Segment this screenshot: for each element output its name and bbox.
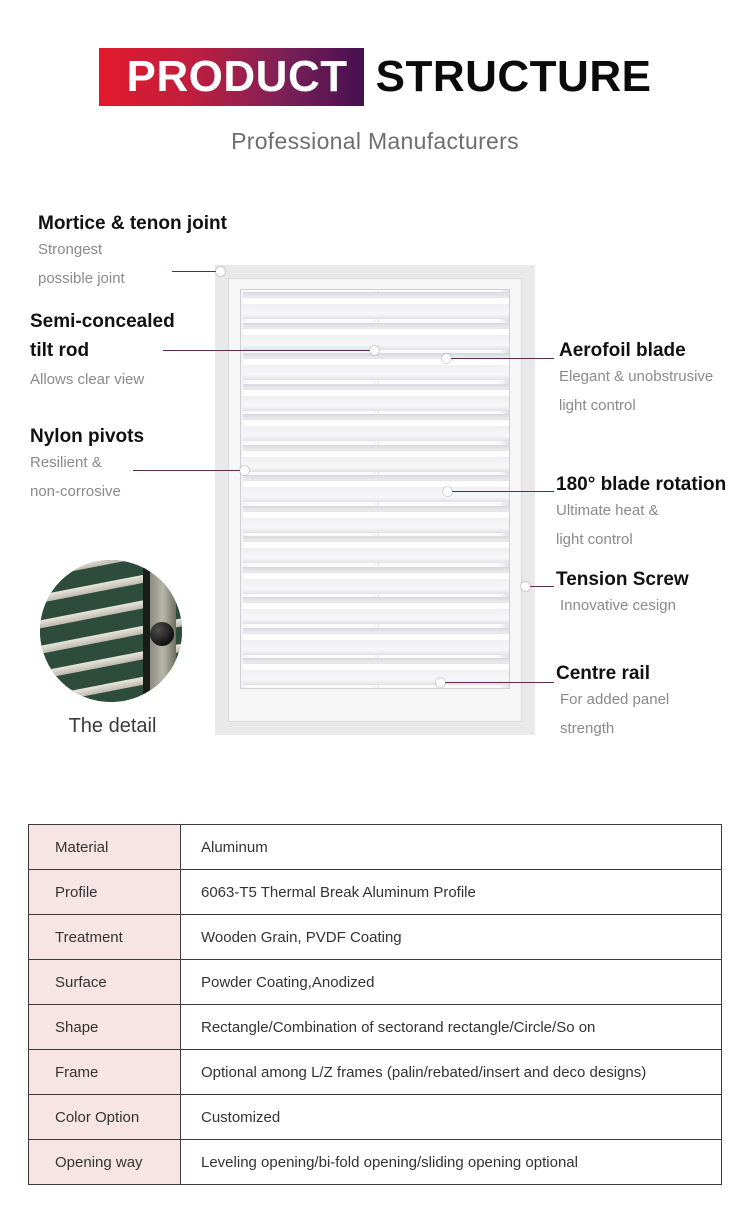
page-header — [0, 48, 750, 106]
leader-line-centre-rail — [441, 682, 554, 683]
spec-value-cell: Leveling opening/bi-fold opening/sliding opening optional — [181, 1140, 722, 1185]
table-row — [29, 825, 722, 870]
shutter-blade — [243, 633, 509, 655]
callout-tension-screw — [556, 569, 689, 620]
spec-value-cell: Rectangle/Combination of sectorand rectangle/Circle/So on — [181, 1005, 722, 1050]
spec-value-cell: Wooden Grain, PVDF Coating — [181, 915, 722, 960]
specification-table — [28, 824, 722, 1185]
leader-dot-centre-rail — [436, 678, 445, 687]
page-subtitle: Professional Manufacturers — [231, 128, 519, 154]
leader-dot-tension-screw — [521, 582, 530, 591]
spec-key-cell: Frame — [29, 1050, 181, 1095]
shutter-blade — [243, 389, 509, 411]
detail-photo-caption: The detail — [68, 715, 157, 737]
table-row — [29, 1140, 722, 1185]
callout-title: 180° blade rotation — [556, 474, 727, 495]
shutter-blade — [243, 541, 509, 563]
leader-line-tension-screw — [528, 586, 554, 587]
spec-key-cell: Surface — [29, 960, 181, 1005]
callout-title: Mortice & tenon joint — [38, 213, 227, 234]
table-row — [29, 960, 722, 1005]
detail-photo — [40, 560, 182, 702]
table-row — [29, 915, 722, 960]
spec-value-cell: Customized — [181, 1095, 722, 1140]
leader-line-rotation — [447, 491, 554, 492]
callout-sub-line2: light control — [559, 397, 636, 415]
table-row — [29, 870, 722, 915]
callout-mortice-tenon-joint — [38, 213, 227, 294]
shutter-blade — [243, 297, 509, 319]
callout-sub-line1: Innovative cesign — [560, 597, 676, 614]
leader-dot-nylon-pivots — [240, 466, 249, 475]
spec-value-cell: Optional among L/Z frames (palin/rebated/insert and deco designs) — [181, 1050, 722, 1095]
callout-blade-rotation — [556, 474, 726, 555]
callout-sub-line2: non-corrosive — [30, 483, 121, 501]
title-highlight-badge — [99, 48, 364, 106]
shutter-blade — [243, 572, 509, 594]
title-plain-wrap — [364, 48, 652, 106]
table-row — [29, 1095, 722, 1140]
detail-frame-edge — [143, 560, 150, 702]
spec-key-cell: Profile — [29, 870, 181, 915]
callout-sub-line2: possible joint — [38, 270, 125, 288]
callout-sub-line1: For added panel — [560, 691, 670, 708]
spec-key-cell: Opening way — [29, 1140, 181, 1185]
page-title — [99, 48, 652, 106]
spec-value-cell: 6063-T5 Thermal Break Aluminum Profile — [181, 870, 722, 915]
spec-key-cell: Treatment — [29, 915, 181, 960]
leader-line-nylon-pivots — [133, 470, 245, 471]
shutter-blade — [243, 419, 509, 441]
shutter-blade — [243, 450, 509, 472]
tension-screw-knob-icon — [150, 622, 174, 646]
callout-title: Semi-concealed — [30, 311, 175, 332]
callout-sub-line1: Strongest — [38, 241, 103, 258]
callout-sub-line1: Ultimate heat & — [556, 502, 659, 519]
callout-sub-line2: light control — [556, 531, 633, 549]
callout-title: Tension Screw — [556, 569, 689, 590]
spec-value-cell: Aluminum — [181, 825, 722, 870]
callout-aerofoil-blade — [559, 340, 713, 421]
callout-sub-line1: Resilient & — [30, 454, 102, 471]
shutter-blade — [243, 602, 509, 624]
callout-sub-line1: Elegant & unobstrusive — [559, 368, 714, 385]
callout-title: Centre rail — [556, 663, 650, 684]
table-row — [29, 1005, 722, 1050]
table-row — [29, 1050, 722, 1095]
shutter-blade — [243, 358, 509, 380]
leader-dot-rotation — [443, 487, 452, 496]
title-highlight-text: PRODUCT — [126, 52, 348, 101]
callout-title-line2: tilt rod — [30, 339, 90, 361]
spec-key-cell: Material — [29, 825, 181, 870]
callout-centre-rail — [556, 663, 669, 744]
callout-title: Nylon pivots — [30, 426, 145, 447]
callout-title: Aerofoil blade — [559, 340, 686, 361]
shutter-blade — [243, 511, 509, 533]
spec-key-cell: Shape — [29, 1005, 181, 1050]
callout-sub-line2: strength — [560, 720, 615, 738]
leader-line-aerofoil — [446, 358, 554, 359]
title-plain-text: STRUCTURE — [375, 52, 652, 101]
leader-line-tilt-rod — [163, 350, 375, 351]
spec-key-cell: Color Option — [29, 1095, 181, 1140]
spec-value-cell: Powder Coating,Anodized — [181, 960, 722, 1005]
callout-sub-line1: Allows clear view — [30, 371, 145, 388]
callout-nylon-pivots — [30, 426, 144, 507]
leader-dot-aerofoil — [442, 354, 451, 363]
leader-dot-tilt-rod — [370, 346, 379, 355]
callout-semi-concealed-tilt-rod — [30, 308, 175, 394]
